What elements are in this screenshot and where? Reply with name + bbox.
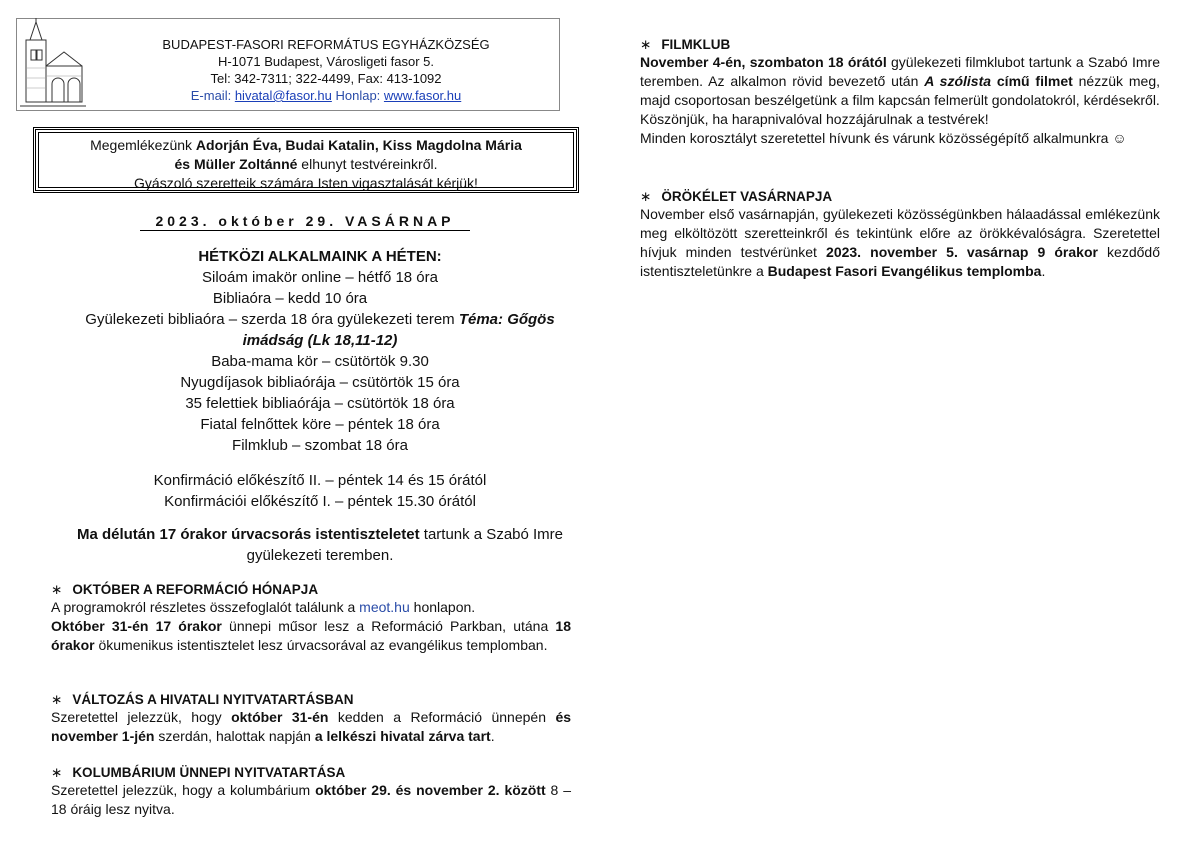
columbarium-section: [51, 765, 571, 819]
email-label: E-mail:: [190, 88, 232, 103]
bullet-star-icon: ∗: [51, 765, 63, 780]
office-paragraph: [51, 708, 571, 746]
communion-rest: tartunk a Szabó Imre: [419, 526, 564, 543]
list-item: Siloám imakör online – hétfő 18 óra: [202, 269, 438, 286]
contact-line: [92, 87, 560, 104]
church-icon: [16, 18, 88, 111]
text: Szeretettel jelezzük, hogy: [51, 709, 232, 725]
list-item: Bibliaóra – kedd 10 óra: [212, 290, 368, 307]
office-heading: VÁLTOZÁS A HIVATALI NYITVATARTÁSBAN: [72, 692, 354, 707]
text: honlapon.: [409, 599, 476, 615]
text: ökumenikus istentisztelet lesz úrvacsorával az evangélikus templomban.: [94, 637, 548, 653]
text: kezdődő istentiszteletünkre a: [640, 244, 1160, 279]
weekly-title: HÉTKÖZI ALKALMAINK A HÉTEN:: [198, 248, 442, 265]
memorial-line-1: [36, 136, 576, 155]
memorial-line-3: Gyászoló szeretteik számára Isten vigasztalását kérjük!: [134, 175, 478, 191]
text-bold: című filmet: [991, 73, 1073, 89]
eternal-heading: ÖRÖKÉLET VASÁRNAPJA: [661, 189, 833, 204]
list-item: Filmklub – szombat 18 óra: [232, 437, 408, 454]
reformation-p1: [51, 598, 571, 617]
bullet-star-icon: ∗: [640, 37, 652, 52]
section-heading: [640, 37, 1160, 53]
list-item: Nyugdíjasok bibliaórája – csütörtök 15 óra: [180, 374, 460, 391]
web-label: Honlap:: [335, 88, 381, 103]
communion-line-2: gyülekezeti teremben.: [246, 547, 394, 564]
columbarium-paragraph: [51, 781, 571, 819]
memorial-names-2: és Müller Zoltánné: [174, 156, 298, 172]
memorial-names: Adorján Éva, Budai Katalin, Kiss Magdolna Mária: [195, 137, 522, 153]
web-link[interactable]: www.fasor.hu: [383, 88, 462, 103]
email-link[interactable]: hivatal@fasor.hu: [234, 88, 332, 103]
text: .: [490, 728, 495, 744]
bullet-star-icon: ∗: [640, 189, 652, 204]
memorial-box: [33, 127, 579, 193]
section-heading: [640, 189, 1160, 205]
list-item: Fiatal felnőttek köre – péntek 18 óra: [200, 416, 440, 433]
filmclub-paragraph: [640, 53, 1160, 110]
reformation-p2: [51, 617, 571, 655]
memorial-text-2: elhunyt testvéreinkről.: [297, 156, 438, 172]
text: kedden a Reformáció ünnepén: [328, 709, 556, 725]
list-item-topic: Téma: Gőgös: [458, 311, 555, 328]
org-name: BUDAPEST-FASORI REFORMÁTUS EGYHÁZKÖZSÉG: [162, 37, 490, 52]
text: A programokról részletes összefoglalót találunk a: [51, 599, 360, 615]
text: November első vasárnapján, gyülekezeti közösségünkben hálaadással emlékezünk meg elköltözött szeretteinkről és tekintünk előre az örökkévalóságra. Szeretettel hívjuk minden testvérünket: [640, 206, 1160, 260]
meot-link[interactable]: meot.hu: [359, 599, 410, 615]
bullet-star-icon: ∗: [51, 582, 63, 597]
list-item-text: Gyülekezeti bibliaóra – szerda 18 óra gyülekezeti terem: [85, 311, 455, 328]
text: 8 – 18 óráig lesz nyitva.: [51, 782, 571, 817]
weekly-list: [40, 246, 600, 512]
eternal-paragraph: [640, 205, 1160, 281]
text-bold: a lelkészi hivatal zárva tart: [314, 728, 491, 744]
section-heading: [51, 582, 571, 598]
memorial-text: Megemlékezünk: [90, 137, 196, 153]
list-item: Baba-mama kör – csütörtök 9.30: [211, 353, 429, 370]
filmclub-heading: FILMKLUB: [661, 37, 731, 52]
text: ünnepi műsor lesz a Reformáció Parkban, utána: [221, 618, 556, 634]
text-bold: október 29. és november 2. között: [315, 782, 546, 798]
communion-note: [40, 524, 600, 566]
text-bold: Budapest Fasori Evangélikus templomba: [767, 263, 1042, 279]
text-bold: 18 órakor: [51, 618, 571, 653]
filmclub-section: [640, 37, 1160, 148]
reformation-section: [51, 582, 571, 655]
section-heading: [51, 765, 571, 781]
list-item: [40, 309, 600, 330]
filmclub-invite: Minden korosztályt szeretettel hívunk és várunk közösségépítő alkalmunkra ☺: [640, 130, 1127, 146]
office-section: [51, 692, 571, 746]
text-bold: November 4-én, szombaton 18 órától: [640, 54, 887, 70]
text: gyülekezeti filmklubot tartunk a Szabó Imre teremben. Az alkalmon rövid bevezető után: [640, 54, 1160, 89]
list-item: Konfirmáció előkészítő II. – péntek 14 és 15 órától: [153, 472, 487, 489]
bullet-star-icon: ∗: [51, 692, 63, 707]
text: szerdán, halottak napján: [154, 728, 315, 744]
service-date: 2023. október 29. VASÁRNAP: [140, 213, 470, 231]
header-text: [92, 36, 560, 104]
address: H-1071 Budapest, Városligeti fasor 5.: [217, 54, 435, 69]
memorial-line-2: [36, 155, 576, 174]
filmclub-thanks: Köszönjük, ha harapnivalóval hozzájárulnak a testvérek!: [640, 111, 989, 127]
list-item: [40, 330, 600, 351]
film-title: A szólista: [924, 73, 992, 89]
list-item: 35 felettiek bibliaórája – csütörtök 18 óra: [185, 395, 455, 412]
text-bold: 2023. november 5. vasárnap 9 órakor: [826, 244, 1098, 260]
phone: Tel: 342-7311; 322-4499, Fax: 413-1092: [210, 71, 442, 86]
spacer: [40, 456, 600, 470]
communion-line-1: [40, 524, 600, 545]
text-bold: Október 31-én 17 órakor: [51, 618, 222, 634]
eternal-life-section: [640, 189, 1160, 281]
text: Szeretettel jelezzük, hogy a kolumbárium: [51, 782, 316, 798]
columbarium-heading: KOLUMBÁRIUM ÜNNEPI NYITVATARTÁSA: [72, 765, 346, 780]
section-heading: [51, 692, 571, 708]
text-bold: és november 1-jén: [51, 709, 572, 744]
list-item-topic-2: imádság (Lk 18,11-12): [242, 332, 398, 349]
reformation-heading: OKTÓBER A REFORMÁCIÓ HÓNAPJA: [72, 582, 319, 597]
text: nézzük meg, majd csoportosan beszélgetünk a film kapcsán felmerült gondolatokról, kérdésekről.: [640, 73, 1160, 108]
text-bold: október 31-én: [231, 709, 329, 725]
text: .: [1041, 263, 1046, 279]
communion-bold: Ma délután 17 órakor úrvacsorás istentiszteletet: [76, 526, 420, 543]
list-item: Konfirmációi előkészítő I. – péntek 15.30 órától: [164, 493, 476, 510]
